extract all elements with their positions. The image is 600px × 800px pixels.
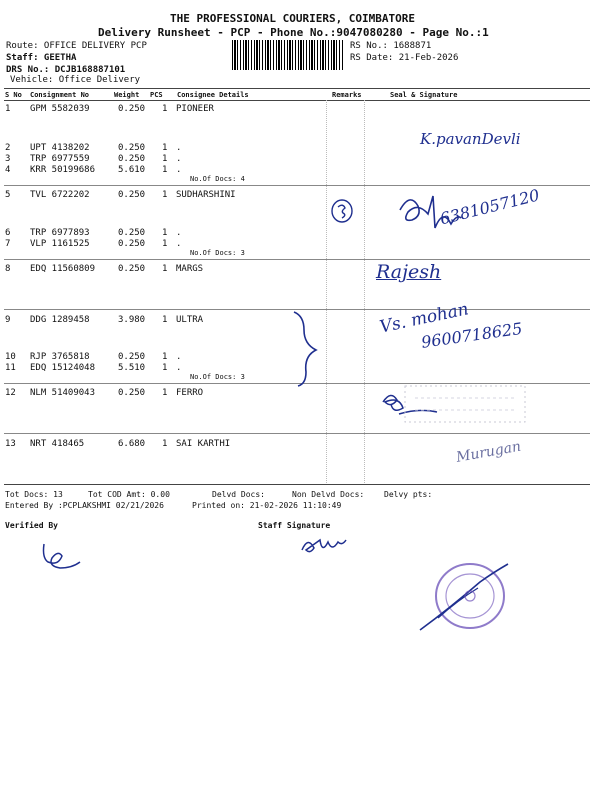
row-sno: 11 [5,363,16,373]
row-consignee: SAI KARTHI [176,439,231,449]
rs-date: RS Date: 21-Feb-2026 [350,53,459,63]
column-divider [326,100,327,485]
entered-by: Entered By :PCPLAKSHMI 02/21/2026 [5,501,164,510]
row-weight: 0.250 [118,388,146,398]
delivery-points: Delvy pts: [384,490,433,499]
row-pcs: 1 [162,104,168,114]
row-consignee: PIONEER [176,104,214,114]
row-sno: 6 [5,228,11,238]
handwritten-signature: Murugan [455,438,523,466]
non-delivered-docs: Non Delvd Docs: [292,490,365,499]
row-consignee: FERRO [176,388,204,398]
vehicle-label: Vehicle: Office Delivery [10,75,141,85]
staff-signature-mark [296,532,351,562]
runsheet-subtitle: Delivery Runsheet - PCP - Phone No.:9047080280 - Page No.:1 [98,26,489,39]
row-pcs: 1 [162,239,168,249]
drs-number: DRS No.: DCJB168887101 [6,65,126,75]
row-pcs: 1 [162,264,168,274]
group-divider [4,433,590,434]
col-remarks: Remarks [332,91,362,99]
total-docs: Tot Docs: 13 [5,490,63,499]
row-sno: 8 [5,264,11,274]
delivered-docs: Delvd Docs: [212,490,265,499]
row-weight: 0.250 [118,154,146,164]
col-weight: Weight [114,91,140,99]
circled-mark [330,198,360,228]
faded-stamp-signature [375,380,535,430]
route-label: Route: OFFICE DELIVERY PCP [6,41,147,51]
row-sno: 4 [5,165,11,175]
row-sno: 1 [5,104,11,114]
row-weight: 0.250 [118,190,146,200]
row-consignee: . [176,239,182,249]
row-consignment: NLM 51409043 [30,388,96,398]
verified-by-label: Verified By [5,521,58,530]
row-consignment: NRT 418465 [30,439,85,449]
row-consignee: . [176,154,182,164]
group-divider [4,185,590,186]
handwritten-signature: Vs. mohan [378,299,471,338]
row-weight: 0.250 [118,228,146,238]
table-bottom-rule [4,484,590,485]
row-consignment: UPT 4138202 [30,143,90,153]
group-doc-count: No.Of Docs: 3 [190,373,245,381]
group-divider [4,259,590,260]
row-sno: 3 [5,154,11,164]
barcode [232,40,344,70]
row-sno: 10 [5,352,16,362]
bracket-mark [290,310,330,390]
row-sno: 9 [5,315,11,325]
row-consignment: VLP 1161525 [30,239,90,249]
row-consignee: MARGS [176,264,204,274]
column-divider [364,100,365,485]
row-pcs: 1 [162,154,168,164]
col-consignee: Consignee Details [177,91,249,99]
verifier-signature [38,540,83,575]
staff-signature-label: Staff Signature [258,521,331,530]
row-pcs: 1 [162,143,168,153]
row-consignment: TRP 6977893 [30,228,90,238]
row-consignment: EDQ 11560809 [30,264,96,274]
company-seal-stamp [420,558,520,638]
row-sno: 12 [5,388,16,398]
row-consignment: TRP 6977559 [30,154,90,164]
row-weight: 5.510 [118,363,146,373]
row-consignee: . [176,352,182,362]
handwritten-signature: K.pavanDevli [420,130,521,148]
row-weight: 0.250 [118,143,146,153]
row-consignment: EDQ 15124048 [30,363,96,373]
row-consignment: GPM 5582039 [30,104,90,114]
total-cod-amount: Tot COD Amt: 0.00 [88,490,170,499]
row-pcs: 1 [162,315,168,325]
row-consignment: TVL 6722202 [30,190,90,200]
row-weight: 0.250 [118,352,146,362]
row-pcs: 1 [162,352,168,362]
row-consignment: KRR 50199686 [30,165,96,175]
row-consignee: . [176,165,182,175]
row-consignment: DDG 1289458 [30,315,90,325]
handwritten-signature: Rajesh [376,261,442,283]
row-pcs: 1 [162,228,168,238]
col-sno: S No [5,91,22,99]
row-sno: 2 [5,143,11,153]
handwritten-phone: 6381057120 [438,185,542,229]
row-weight: 3.980 [118,315,146,325]
row-weight: 5.610 [118,165,146,175]
col-pcs: PCS [150,91,163,99]
row-pcs: 1 [162,190,168,200]
row-pcs: 1 [162,388,168,398]
row-consignment: RJP 3765818 [30,352,90,362]
printed-on: Printed on: 21-02-2026 11:10:49 [192,501,342,510]
handwritten-phone: 9600718625 [420,318,524,352]
row-weight: 0.250 [118,264,146,274]
row-consignee: . [176,363,182,373]
col-consignment: Consignment No [30,91,90,99]
row-weight: 0.250 [118,104,146,114]
header-top-rule [4,88,590,89]
row-consignee: SUDHARSHINI [176,190,236,200]
company-title: THE PROFESSIONAL COURIERS, COIMBATORE [170,12,416,25]
row-consignee: . [176,228,182,238]
row-pcs: 1 [162,165,168,175]
row-sno: 7 [5,239,11,249]
row-consignee: ULTRA [176,315,204,325]
row-consignee: . [176,143,182,153]
rs-number: RS No.: 1688871 [350,41,432,51]
row-pcs: 1 [162,439,168,449]
row-weight: 6.680 [118,439,146,449]
header-bottom-rule [4,100,590,101]
group-doc-count: No.Of Docs: 4 [190,175,245,183]
group-doc-count: No.Of Docs: 3 [190,249,245,257]
row-weight: 0.250 [118,239,146,249]
staff-label: Staff: GEETHA [6,53,77,63]
row-pcs: 1 [162,363,168,373]
col-seal-signature: Seal & Signature [390,91,458,99]
row-sno: 13 [5,439,16,449]
row-sno: 5 [5,190,11,200]
